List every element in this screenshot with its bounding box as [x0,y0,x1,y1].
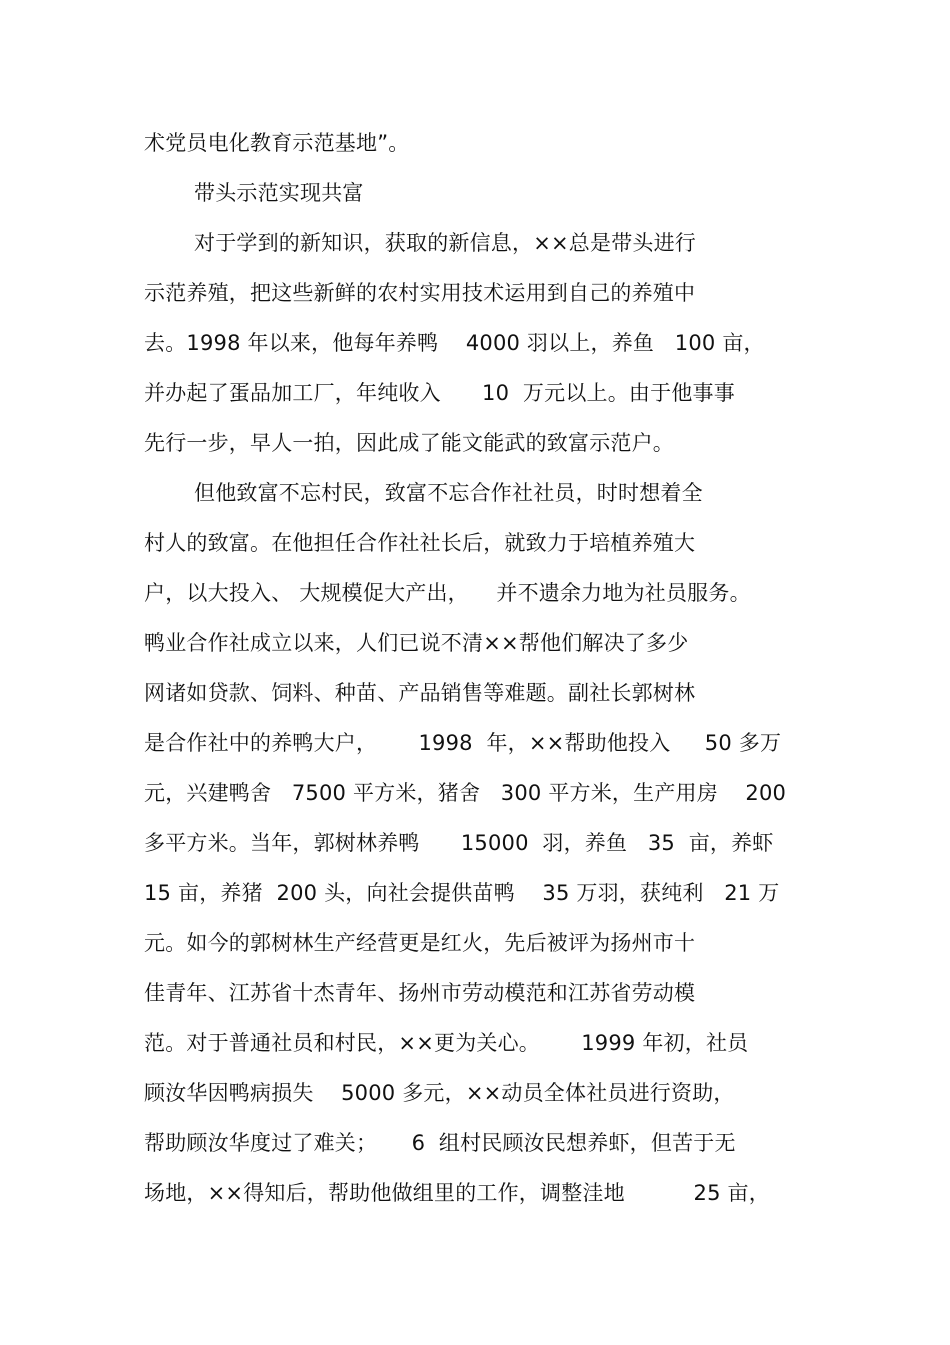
text-line: 场地，××得知后，帮助他做组里的工作，调整洼地 25 亩， [144,1181,770,1205]
text-line: 并办起了蛋品加工厂，年纯收入 10 万元以上。由于他事事 [144,381,735,405]
text-line: 网诸如贷款、饲料、种苗、产品销售等难题。副社长郭树林 [144,681,696,705]
text-line: 范。对于普通社员和村民，××更为关心。 1999 年初，社员 [144,1031,749,1055]
text-line: 佳青年、江苏省十杰青年、扬州市劳动模范和江苏省劳动模 [144,981,696,1005]
text-line: 对于学到的新知识，获取的新信息，××总是带头进行 [194,231,696,255]
section-heading: 带头示范实现共富 [194,181,364,205]
text-line: 元，兴建鸭舍 7500 平方米，猪舍 300 平方米，生产用房 200 [144,781,787,805]
text-line: 多平方米。当年，郭树林养鸭 15000 羽，养鱼 35 亩，养虾 [144,831,774,855]
text-line: 15 亩，养猪 200 头，向社会提供苗鸭 35 万羽，获纯利 21 万 [144,881,780,905]
text-line: 村人的致富。在他担任合作社社长后，就致力于培植养殖大 [144,531,696,555]
text-line: 先行一步，早人一拍，因此成了能文能武的致富示范户。 [144,431,674,455]
text-line: 但他致富不忘村民，致富不忘合作社社员，时时想着全 [194,481,703,505]
text-line: 示范养殖，把这些新鲜的农村实用技术运用到自己的养殖中 [144,281,696,305]
text-line: 元。如今的郭树林生产经营更是红火，先后被评为扬州市十 [144,931,696,955]
text-line: 术党员电化教育示范基地”。 [144,131,410,155]
text-line: 去。1998 年以来，他每年养鸭 4000 羽以上，养鱼 100 亩， [144,331,765,355]
text-line: 户，以大投入、 大规模促大产出， 并不遗余力地为社员服务。 [144,581,751,605]
text-line: 鸭业合作社成立以来，人们已说不清××帮他们解决了多少 [144,631,689,655]
text-line: 是合作社中的养鸭大户， 1998 年，××帮助他投入 50 多万 [144,731,782,755]
text-line: 帮助顾汝华度过了难关； 6 组村民顾汝民想养虾，但苦于无 [144,1131,736,1155]
text-line: 顾汝华因鸭病损失 5000 多元，××动员全体社员进行资助， [144,1081,735,1105]
